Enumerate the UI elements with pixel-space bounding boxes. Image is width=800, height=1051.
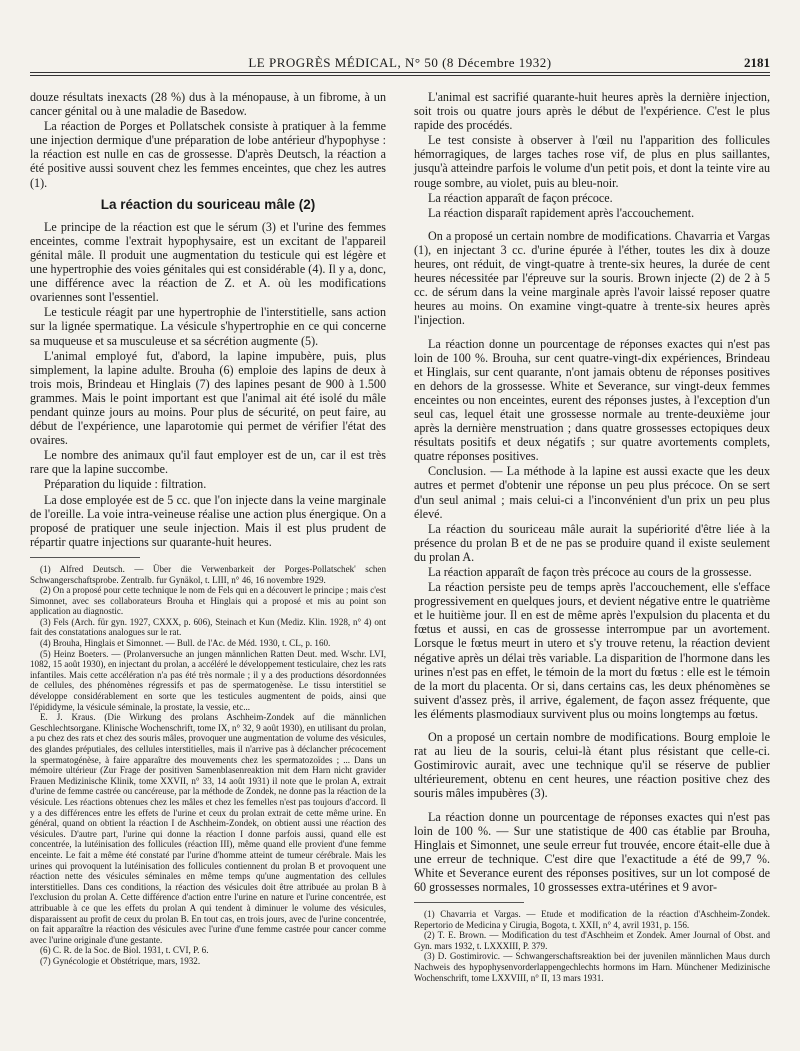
footnote: (2) On a proposé pour cette technique le nom de Fels qui en a découvert le principe ; mais c'est Simonnet, avec ses collaborateurs Brouha et Hinglais qui a proposé et mis au point son application au diagnostic. [30,585,386,617]
paragraph: On a proposé un certain nombre de modifications. Bourg emploie le rat au lieu de la souris, celui-là étant plus résistant que celle-ci. Gostimirovic aurait, avec une technique qu'il se réserve de publier ultérieurement, obtenu en cent heures, une réaction positive chez des souris mâles impubères (3). [414,730,770,801]
paragraph: Le nombre des animaux qu'il faut employer est de un, car il est très rare que la lapine succombe. [30,448,386,477]
footnote: (7) Gynécologie et Obstétrique, mars, 1932. [40,955,201,966]
paragraph: L'animal est sacrifié quarante-huit heures après la dernière injection, soit trois ou quatre jours après le début de l'expérience. C'est le plus rapide des procédés. [414,90,770,133]
paragraph: Préparation du liquide : filtration. [44,477,207,492]
header-rule-top [30,72,770,73]
paragraph: Le test consiste à observer à l'œil nu l'apparition des follicules hémorragiques, de larges taches rose vif, de plus en plus saillantes, jusqu'à atteindre parfois le volume d'un petit pois, et dont la teinte vire au rouge sombre, au violet, puis au bleu-noir. [414,133,770,190]
paragraph: Le testicule réagit par une hypertrophie de l'interstitielle, sans action sur la lignée spermatique. La vésicule s'hypertrophie en ce qui concerne sa muqueuse et sa musculeuse et sa sécrétion augmente (5). [30,305,386,348]
paragraph: Conclusion. — La méthode à la lapine est aussi exacte que les deux autres et permet d'obtenir une réponse un peu plus précoce. On se sert d'un seul animal ; mais celui-ci a l'inconvénient d'un prix un peu plus élevé. [414,464,770,521]
paragraph: L'animal employé fut, d'abord, la lapine impubère, puis, plus simplement, la lapine adulte. Brouha (6) emploie des lapins de deux à trois mois, Brindeau et Hinglais (7) des lapines pesant de 900 à 1.500 grammes. Mais le point important est que l'animal ait été isolé du mâle pendant quinze jours au moins. Pour plus de sécurité, on peut faire, au début de l'expérience, une laparotomie qui permet de vérifier l'état des ovaires. [30,348,386,448]
paragraph: Le principe de la réaction est que le sérum (3) et l'urine des femmes enceintes, comme l'extrait hypophysaire, est un excitant de l'appareil génital mâle. Il produit une augmentation du testicule qui est légère et une hypertrophie des voies génitales qui est considérable (4). Il y a, donc, une différence avec la réaction de Z. et A. où les modifications ovariennes sont l'essentiel. [30,219,386,305]
footnote: (3) Fels (Arch. für gyn. 1927, CXXX, p. 606), Steinach et Kun (Mediz. Klin. 1928, n° 4) ont fait des constatations analogues sur le rat. [30,616,386,638]
right-column [414,90,770,983]
paragraph: La réaction persiste peu de temps après l'accouchement, elle s'efface progressivement en quelques jours, et devient négative entre le quatrième et le huitième jour. Il en est de même après l'expulsion du placenta et du fœtus et aussi, en cas de grossesse interrompue par un avortement. Lorsque le fœtus meurt in utero et s'y trouve retenu, la réaction devient négative après un délai très variable. La disparition de l'hormone dans les urines n'est pas en effet, le témoin de la mort du fœtus : elle est le témoin de la mort du placenta. Or si, dans certains cas, les deux phénomènes se suivent d'assez près, il arrive, également, de façon assez fréquente, que les éléments plasmodiaux survivent plus ou moins longtemps au fœtus. [414,580,770,721]
paragraph: La réaction donne un pourcentage de réponses exactes qui n'est pas loin de 100 %. — Sur une statistique de 400 cas établie par Brouha, Hinglais et Simonnet, une seule erreur fut trouvée, encore était-elle due à une erreur de technique. C'est dire que l'exactitude a été de 99,7 %. White et Severance eurent des réponses positives, sur un lot composé de 60 grossesses normales, 10 grossesses extra-utérines et 9 avor- [414,809,770,894]
footnote: E. J. Kraus. (Die Wirkung des prolans Aschheim-Zondek auf die männlichen Geschlechtsorgane. Klinische Wochenschrift, tome IX, n° 32, 9 août 1930), en utilisant du prolan, a pu chez des rats et chez des souris mâles, provoquer une augmentation de volume des vésicules, des glandes préputiales, des cellules interstitielles, mais il n'arrive pas à déclancher précocement la spermatogénèse, à faire apparaître des mouvements chez les spermatozoïdes ; ... Dans un mémoire ultérieur (Zur Frage der positiven Samenblasenreaktion mit dem Harn nicht gravider Frauen Medizinische Klinik, tome XXVII, n° 33, 14 août 1931) il note que le prolan A, extrait d'urine de femme castrée ou cancéreuse, par la méthode de Zondek, ne donne pas la réaction de la vésicule. Les réactions obtenues chez les mâles et chez les femelles n'est pas toujours d'accord. Il y a des différences entre les effets de l'urine et ceux du prolan extrait de cette même urine. En général, quand on obtient la réaction I de Aschheim-Zondek, on obtient aussi une réaction des vésicules. D'autre part, l'urine qui donne la réaction I donne parfois aussi, quand elle est concentrée, la lutéinisation des follicules (réaction III), même quand elle provient d'une femme enceinte. Le fait a même été constaté par l'urine d'homme atteint de tumeur cérébrale. Mais les urines qui provoquent la lutéinisation des follicules contiennent du prolan B et provoquent une réaction nette des vésicules séminales en même temps qu'une augmentation des cellules interstitielles. Dans ces conditions, la réaction des vésicules doit être attribuée au prolan B à l'exclusion du prolan A. Cette différence d'action entre l'urine en nature et l'urine concentrée, est attribuable à ce que les effets du prolan A qui tendent à diminuer le volume des vésicules, disparaissent au profit de ceux du prolan B. En tout cas, en trois jours, avec de l'urine concentrée, on fait apparaître la réaction des vésicules avec l'urine d'une femme castrée pour cancer comme avec l'urine originale d'une gestante. [30,712,386,945]
paragraph: La réaction apparaît de façon précoce. [428,190,613,205]
footnote: (4) Brouha, Hinglais et Simonnet. — Bull. de l'Ac. de Méd. 1930, t. CL, p. 160. [40,638,331,649]
footnote: (1) Alfred Deutsch. — Über die Verwenbarkeit der Porges-Pollatschek' schen Schwangerschaftsprobe. Zentralb. fur Gynäkol, t. LIII, n° 46, 16 novembre 1929. [30,563,386,585]
page-number: 2181 [744,55,770,70]
paragraph: La réaction donne un pourcentage de réponses exactes qui n'est pas loin de 100 %. Brouha, sur cent quatre-vingt-dix expériences, Brindeau et Hinglais, sur cent quarante, n'ont jamais obtenu de réponses positives en dehors de la grossesse. White et Severance, sur vingt-deux femmes enceintes ou non enceintes, eurent des réponses justes, à l'exception d'un seul cas, lequel était une grossesse normale au trente-deuxième jour après la dernière menstruation ; dans quatre grossesses ectopiques deux résultats positifs et deux négatifs ; sur quatre avortements complets, quatre réponses positives. [414,336,770,464]
footnote: (2) T. E. Brown. — Modification du test d'Aschheim et Zondek. Amer Journal of Obst. and Gyn. mars 1932, t. LXXXIII, P. 379. [414,930,770,951]
footnote: (3) D. Gostimirovic. — Schwangerschaftsreaktion bei der juvenilen männlichen Maus durch Nachweis des hypophysenvorderlappengechlechts hormons im Harn. Münchener Medizinische Wochenschrift, tome LXXVIII, n° II, 13 mars 1931. [414,951,770,983]
left-column [30,90,386,966]
footnote: (6) C. R. de la Soc. de Biol. 1931, t. CVI, P. 6. [40,945,209,956]
footnote: (5) Heinz Boeters. — (Prolanversuche an jungen männlichen Ratten Deut. med. Wschr. LVI, 1082, 15 août 1930), en injectant du prolan, a accéléré le développement testiculaire, chez les rats infantiles. Mais cette accélération n'a pas été très normale ; il y a des productions désordonnées de cellules, des phénomènes régressifs et pas de spermatogenèse. Le tissu interstitiel se développe considérablement en sorte que les testicules augmentent de poids, ainsi que l'épididyme, la vésicule séminale, la prostate, la vessie, etc... [30,648,386,712]
footnote-separator [30,557,140,558]
footnote: (1) Chavarria et Vargas. — Etude et modification de la réaction d'Aschheim-Zondek. Repertorio de Medicina y Cirugia, Bogota, t. XXII, n° 4, avril 1931, p. 156. [414,909,770,930]
header-rule-bottom [30,75,770,76]
section-title: La réaction du souriceau mâle (2) [100,196,316,212]
paragraph: La réaction de Porges et Pollatschek consiste à pratiquer à la femme une injection dermique d'une préparation de lobe antérieur d'hypophyse : la réaction est nulle en cas de grossesse. D'après Deutsch, la réaction a été positive aussi souvent chez les femmes enceintes, que chez les autres (1). [30,119,386,190]
paragraph: La réaction apparaît de façon très précoce au cours de la grossesse. [428,565,752,579]
paragraph: La réaction du souriceau mâle aurait la supériorité d'être liée à la présence du prolan B et de ne pas se produire quand il existe seulement du prolan A. [414,521,770,564]
paragraph: douze résultats inexacts (28 %) dus à la ménopause, à un fibrome, à un cancer génital ou à une maladie de Basedow. [30,90,386,119]
paragraph: La dose employée est de 5 cc. que l'on injecte dans la veine marginale de l'oreille. La voie intra-veineuse réalise une action plus énergique. On a proposé de pratiquer une seule injection. Mais il est plus prudent de répartir quatre injections sur quarante-huit heures. [30,492,386,549]
journal-title: LE PROGRÈS MÉDICAL, N° 50 (8 Décembre 1932) [248,55,552,70]
footnote-separator [414,902,524,903]
paragraph: La réaction disparaît rapidement après l'accouchement. [428,205,695,220]
paragraph: On a proposé un certain nombre de modifications. Chavarria et Vargas (1), en injectant 3 cc. d'urine épurée à l'éther, toutes les dix à douze heures, ont réduit, de vingt-quatre à trente-six heures, la durée de cent heures nécessitée par l'épreuve sur la souris. Brown injecte (2) de 2 à 5 cc. de sérum dans la veine marginale après l'avoir laissé reposer quatre heures au moins. On examine vingt-quatre à trente-six heures après l'injection. [414,228,770,328]
